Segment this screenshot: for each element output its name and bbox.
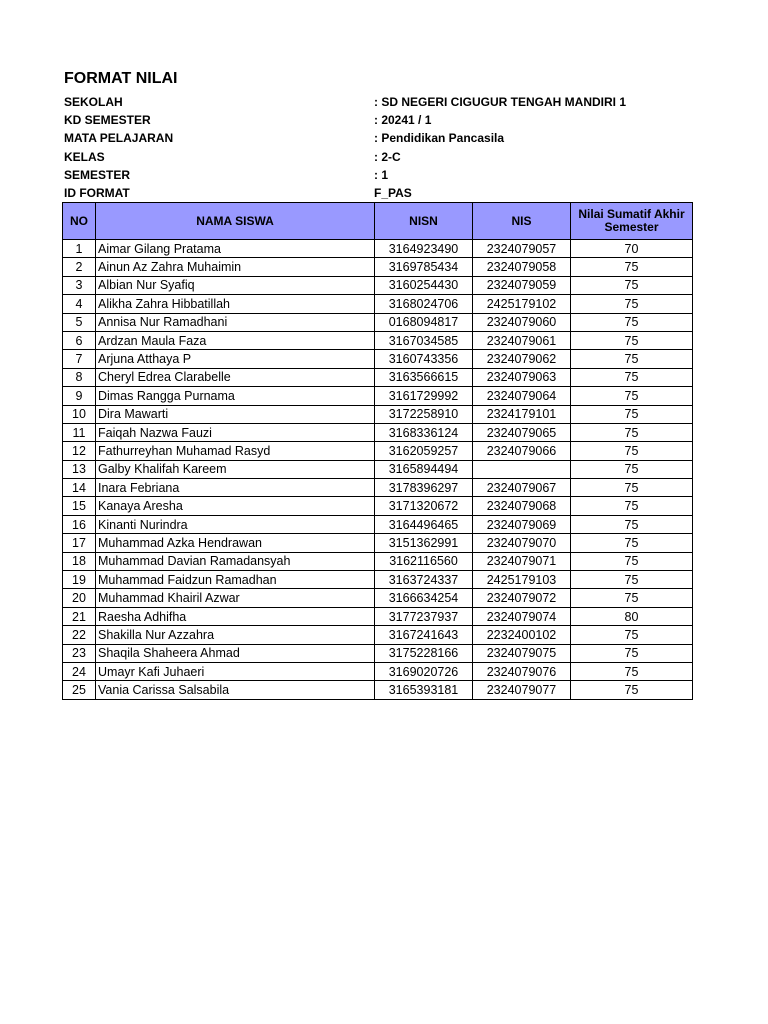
cell-no[interactable]: 1 — [63, 240, 96, 258]
cell-nisn[interactable]: 3178396297 — [375, 479, 473, 497]
meta-value: : 1 — [374, 168, 389, 182]
meta-row-kd-semester — [64, 111, 704, 129]
cell-nis[interactable]: 2324079057 — [473, 240, 571, 258]
cell-score[interactable]: 75 — [571, 350, 693, 368]
cell-no[interactable]: 24 — [63, 662, 96, 680]
cell-nisn[interactable]: 3168024706 — [375, 295, 473, 313]
cell-nis[interactable]: 2324079075 — [473, 644, 571, 662]
table-row — [63, 442, 693, 460]
grades-table — [62, 202, 693, 700]
cell-student-name[interactable]: Kanaya Aresha — [96, 497, 375, 515]
table-row — [63, 350, 693, 368]
cell-score[interactable]: 75 — [571, 662, 693, 680]
header-no: NO — [63, 203, 96, 240]
table-row — [63, 662, 693, 680]
header-nisn: NISN — [375, 203, 473, 240]
cell-no[interactable]: 10 — [63, 405, 96, 423]
meta-label: SEMESTER — [64, 168, 131, 182]
cell-student-name[interactable]: Umayr Kafi Juhaeri — [96, 662, 375, 680]
table-row — [63, 515, 693, 533]
cell-student-name[interactable]: Muhammad Khairil Azwar — [96, 589, 375, 607]
meta-row-semester — [64, 166, 704, 184]
cell-nisn[interactable]: 3175228166 — [375, 644, 473, 662]
table-row — [63, 368, 693, 386]
cell-student-name[interactable]: Aimar Gilang Pratama — [96, 240, 375, 258]
meta-label: KD SEMESTER — [64, 113, 151, 127]
cell-score[interactable]: 75 — [571, 571, 693, 589]
cell-nisn[interactable]: 3169020726 — [375, 662, 473, 680]
meta-label: KELAS — [64, 150, 105, 164]
cell-no[interactable]: 3 — [63, 276, 96, 294]
cell-no[interactable]: 12 — [63, 442, 96, 460]
table-row — [63, 423, 693, 441]
cell-no[interactable]: 13 — [63, 460, 96, 478]
cell-no[interactable]: 4 — [63, 295, 96, 313]
cell-score[interactable]: 75 — [571, 534, 693, 552]
cell-nis[interactable]: 2324079058 — [473, 258, 571, 276]
cell-nisn[interactable]: 3160254430 — [375, 276, 473, 294]
table-row — [63, 331, 693, 349]
cell-nis[interactable]: 2324079063 — [473, 368, 571, 386]
meta-label: SEKOLAH — [64, 95, 123, 109]
cell-nisn[interactable]: 3167241643 — [375, 626, 473, 644]
table-row — [63, 589, 693, 607]
cell-no[interactable]: 17 — [63, 534, 96, 552]
table-row — [63, 681, 693, 699]
cell-student-name[interactable]: Arjuna Atthaya P — [96, 350, 375, 368]
cell-score[interactable]: 75 — [571, 497, 693, 515]
cell-nis[interactable] — [473, 460, 571, 478]
cell-nisn[interactable]: 3161729992 — [375, 387, 473, 405]
table-row — [63, 552, 693, 570]
cell-nis[interactable]: 2324079064 — [473, 387, 571, 405]
cell-student-name[interactable]: Albian Nur Syafiq — [96, 276, 375, 294]
cell-no[interactable]: 9 — [63, 387, 96, 405]
cell-student-name[interactable]: Muhammad Faidzun Ramadhan — [96, 571, 375, 589]
cell-student-name[interactable]: Ardzan Maula Faza — [96, 331, 375, 349]
cell-student-name[interactable]: Shaqila Shaheera Ahmad — [96, 644, 375, 662]
cell-nisn[interactable]: 3163566615 — [375, 368, 473, 386]
cell-no[interactable]: 25 — [63, 681, 96, 699]
cell-student-name[interactable]: Dira Mawarti — [96, 405, 375, 423]
meta-value: F_PAS — [374, 186, 412, 200]
cell-student-name[interactable]: Faiqah Nazwa Fauzi — [96, 423, 375, 441]
table-row — [63, 387, 693, 405]
cell-student-name[interactable]: Cheryl Edrea Clarabelle — [96, 368, 375, 386]
cell-score[interactable]: 75 — [571, 258, 693, 276]
cell-nis[interactable]: 2324079059 — [473, 276, 571, 294]
cell-nisn[interactable]: 3177237937 — [375, 607, 473, 625]
cell-nisn[interactable]: 3165894494 — [375, 460, 473, 478]
cell-no[interactable]: 2 — [63, 258, 96, 276]
cell-student-name[interactable]: Fathurreyhan Muhamad Rasyd — [96, 442, 375, 460]
cell-no[interactable]: 7 — [63, 350, 96, 368]
meta-row-class — [64, 148, 704, 166]
cell-no[interactable]: 22 — [63, 626, 96, 644]
cell-score[interactable]: 75 — [571, 479, 693, 497]
cell-nis[interactable]: 2324079072 — [473, 589, 571, 607]
cell-score[interactable]: 75 — [571, 368, 693, 386]
cell-score[interactable]: 75 — [571, 515, 693, 533]
cell-nisn[interactable]: 3165393181 — [375, 681, 473, 699]
cell-nis[interactable]: 2324079074 — [473, 607, 571, 625]
cell-nisn[interactable]: 3162116560 — [375, 552, 473, 570]
meta-row-school — [64, 93, 704, 111]
meta-value: : SD NEGERI CIGUGUR TENGAH MANDIRI 1 — [374, 95, 627, 109]
cell-student-name[interactable]: Vania Carissa Salsabila — [96, 681, 375, 699]
cell-nisn[interactable]: 0168094817 — [375, 313, 473, 331]
cell-nis[interactable]: 2324079066 — [473, 442, 571, 460]
cell-score[interactable]: 75 — [571, 442, 693, 460]
cell-score[interactable]: 70 — [571, 240, 693, 258]
cell-nisn[interactable]: 3164496465 — [375, 515, 473, 533]
cell-no[interactable]: 19 — [63, 571, 96, 589]
cell-no[interactable]: 5 — [63, 313, 96, 331]
cell-score[interactable]: 75 — [571, 405, 693, 423]
table-row — [63, 313, 693, 331]
table-row — [63, 258, 693, 276]
header-score: Nilai Sumatif Akhir Semester — [571, 203, 693, 240]
meta-label: ID FORMAT — [64, 186, 130, 200]
table-row — [63, 571, 693, 589]
cell-nisn[interactable]: 3163724337 — [375, 571, 473, 589]
cell-nis[interactable]: 2324079067 — [473, 479, 571, 497]
cell-nis[interactable]: 2324179101 — [473, 405, 571, 423]
cell-nis[interactable]: 2324079060 — [473, 313, 571, 331]
cell-nisn[interactable]: 3169785434 — [375, 258, 473, 276]
cell-nisn[interactable]: 3171320672 — [375, 497, 473, 515]
cell-student-name[interactable]: Ainun Az Zahra Muhaimin — [96, 258, 375, 276]
cell-score[interactable]: 75 — [571, 552, 693, 570]
cell-nisn[interactable]: 3172258910 — [375, 405, 473, 423]
table-header-row — [63, 203, 693, 240]
cell-nis[interactable]: 2324079062 — [473, 350, 571, 368]
table-row — [63, 626, 693, 644]
cell-student-name[interactable]: Raesha Adhifha — [96, 607, 375, 625]
table-row — [63, 276, 693, 294]
table-row — [63, 607, 693, 625]
cell-no[interactable]: 23 — [63, 644, 96, 662]
cell-score[interactable]: 75 — [571, 423, 693, 441]
cell-no[interactable]: 14 — [63, 479, 96, 497]
cell-student-name[interactable]: Dimas Rangga Purnama — [96, 387, 375, 405]
cell-student-name[interactable]: Kinanti Nurindra — [96, 515, 375, 533]
cell-nis[interactable]: 2324079071 — [473, 552, 571, 570]
cell-nis[interactable]: 2324079077 — [473, 681, 571, 699]
cell-nisn[interactable]: 3160743356 — [375, 350, 473, 368]
meta-row-subject — [64, 129, 704, 147]
cell-student-name[interactable]: Shakilla Nur Azzahra — [96, 626, 375, 644]
cell-nis[interactable]: 2425179103 — [473, 571, 571, 589]
header-nis: NIS — [473, 203, 571, 240]
cell-nis[interactable]: 2232400102 — [473, 626, 571, 644]
cell-student-name[interactable]: Inara Febriana — [96, 479, 375, 497]
cell-score[interactable]: 75 — [571, 313, 693, 331]
cell-nis[interactable]: 2324079065 — [473, 423, 571, 441]
cell-no[interactable]: 21 — [63, 607, 96, 625]
cell-nisn[interactable]: 3167034585 — [375, 331, 473, 349]
cell-score[interactable]: 75 — [571, 460, 693, 478]
cell-score[interactable]: 75 — [571, 589, 693, 607]
meta-row-format-id — [64, 184, 704, 202]
table-row — [63, 405, 693, 423]
cell-nisn[interactable]: 3164923490 — [375, 240, 473, 258]
table-row — [63, 479, 693, 497]
meta-value: : 20241 / 1 — [374, 113, 432, 127]
cell-score[interactable]: 75 — [571, 331, 693, 349]
cell-no[interactable]: 16 — [63, 515, 96, 533]
cell-score[interactable]: 75 — [571, 681, 693, 699]
cell-nis[interactable]: 2324079076 — [473, 662, 571, 680]
meta-label: MATA PELAJARAN — [64, 131, 174, 145]
cell-score[interactable]: 75 — [571, 276, 693, 294]
cell-nis[interactable]: 2324079070 — [473, 534, 571, 552]
sheet-title: FORMAT NILAI — [64, 70, 178, 87]
cell-no[interactable]: 15 — [63, 497, 96, 515]
header-student-name: NAMA SISWA — [96, 203, 375, 240]
table-row — [63, 644, 693, 662]
cell-score[interactable]: 75 — [571, 295, 693, 313]
table-row — [63, 497, 693, 515]
table-row — [63, 460, 693, 478]
cell-student-name[interactable]: Alikha Zahra Hibbatillah — [96, 295, 375, 313]
cell-student-name[interactable]: Muhammad Davian Ramadansyah — [96, 552, 375, 570]
cell-nis[interactable]: 2324079069 — [473, 515, 571, 533]
cell-score[interactable]: 80 — [571, 607, 693, 625]
cell-nisn[interactable]: 3168336124 — [375, 423, 473, 441]
table-row — [63, 240, 693, 258]
cell-score[interactable]: 75 — [571, 387, 693, 405]
cell-nis[interactable]: 2324079068 — [473, 497, 571, 515]
cell-score[interactable]: 75 — [571, 644, 693, 662]
cell-no[interactable]: 18 — [63, 552, 96, 570]
meta-value: : Pendidikan Pancasila — [374, 131, 505, 145]
cell-nis[interactable]: 2425179102 — [473, 295, 571, 313]
cell-no[interactable]: 6 — [63, 331, 96, 349]
cell-score[interactable]: 75 — [571, 626, 693, 644]
cell-nisn[interactable]: 3162059257 — [375, 442, 473, 460]
table-row — [63, 295, 693, 313]
table-row — [63, 534, 693, 552]
cell-no[interactable]: 8 — [63, 368, 96, 386]
cell-nis[interactable]: 2324079061 — [473, 331, 571, 349]
cell-nisn[interactable]: 3151362991 — [375, 534, 473, 552]
cell-no[interactable]: 11 — [63, 423, 96, 441]
cell-no[interactable]: 20 — [63, 589, 96, 607]
cell-student-name[interactable]: Annisa Nur Ramadhani — [96, 313, 375, 331]
cell-student-name[interactable]: Muhammad Azka Hendrawan — [96, 534, 375, 552]
cell-nisn[interactable]: 3166634254 — [375, 589, 473, 607]
meta-value: : 2-C — [374, 150, 401, 164]
cell-student-name[interactable]: Galby Khalifah Kareem — [96, 460, 375, 478]
